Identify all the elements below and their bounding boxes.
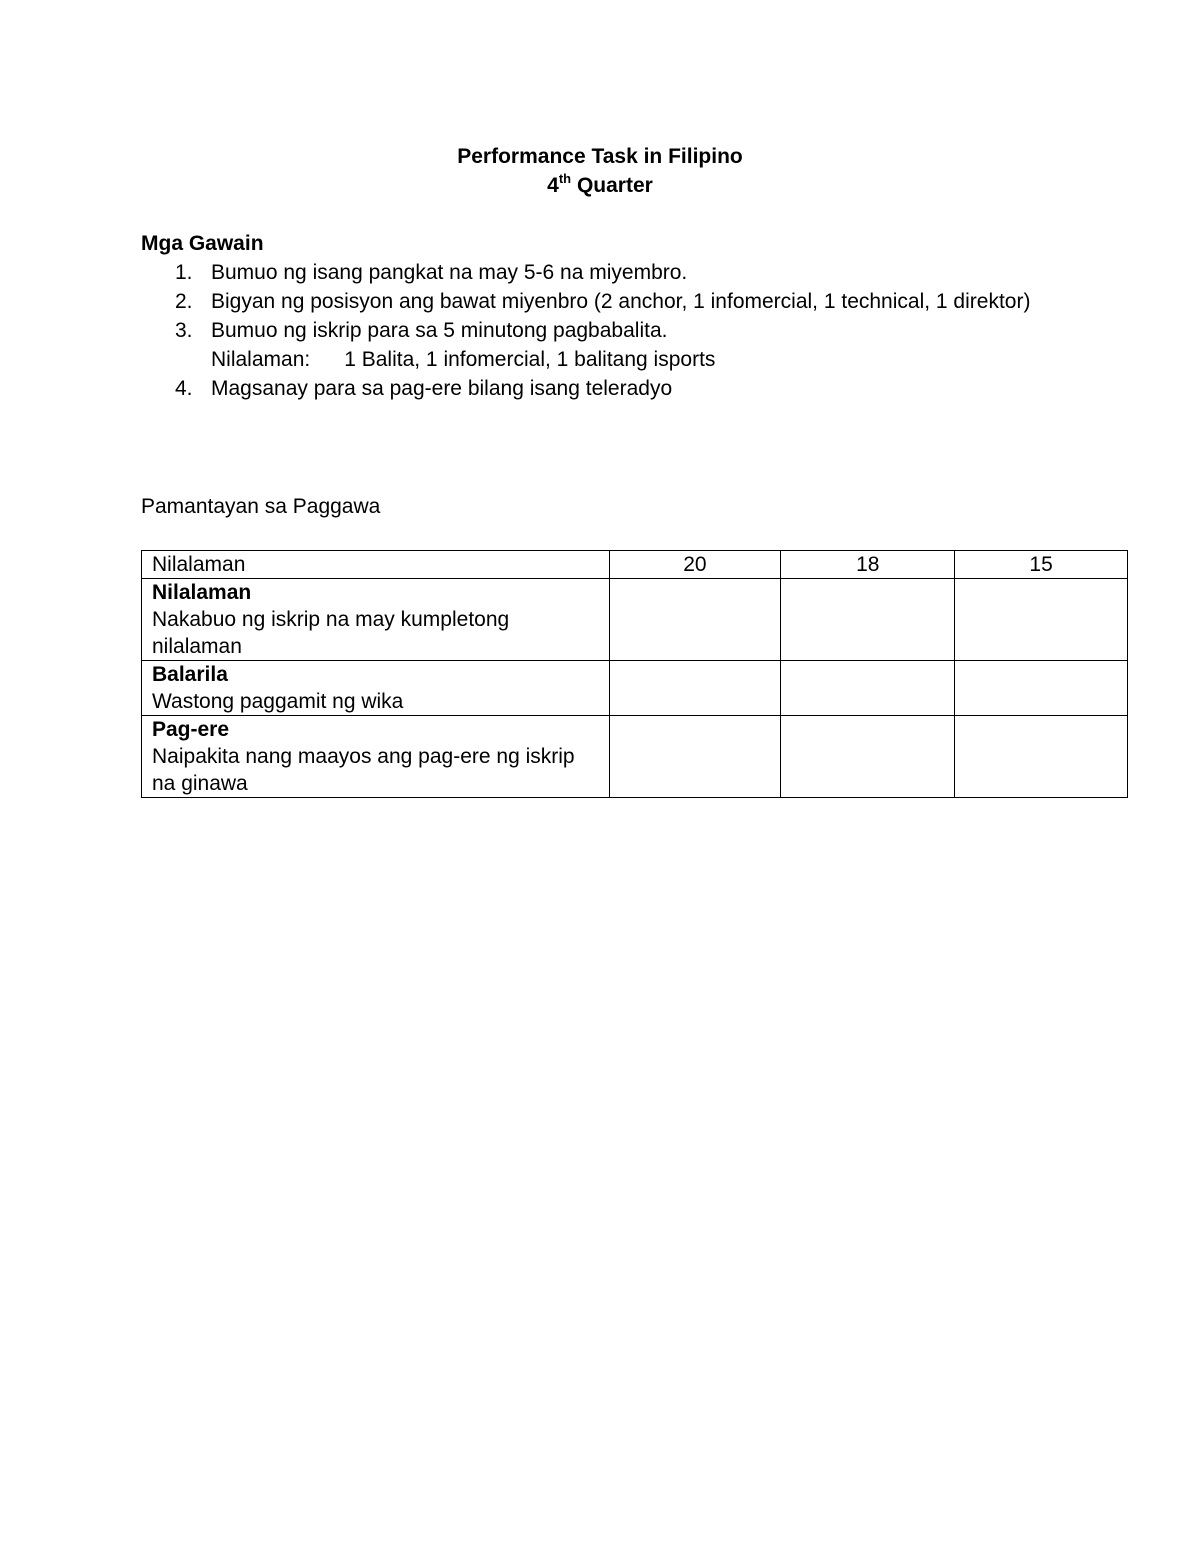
tasks-section	[141, 229, 1101, 403]
task-number: 1.	[175, 261, 193, 284]
rubric-criterion-cell	[142, 579, 610, 661]
rubric-header-score: 18	[781, 551, 955, 579]
criterion-description: Nakabuo ng iskrip na may kumpletong nilalaman	[152, 608, 510, 658]
task-number: 3.	[175, 319, 193, 342]
task-text: Magsanay para sa pag-ere bilang isang teleradyo	[211, 377, 673, 400]
criterion-description: Wastong paggamit ng wika	[152, 690, 404, 713]
rubric-header-score: 20	[609, 551, 781, 579]
task-item	[141, 374, 1101, 403]
score-cell	[609, 661, 781, 716]
criterion-description: Naipakita nang maayos ang pag-ere ng iskrip na ginawa	[152, 745, 575, 795]
task-number: 4.	[175, 377, 193, 400]
rubric-row	[142, 716, 1128, 798]
score-cell	[955, 579, 1128, 661]
task-text: Bumuo ng isang pangkat na may 5-6 na miyembro.	[211, 261, 688, 284]
task-item	[141, 258, 1101, 287]
score-cell	[781, 579, 955, 661]
task-number: 2.	[175, 290, 193, 313]
task-list	[141, 258, 1101, 403]
score-cell	[609, 716, 781, 798]
document-title: Performance Task in Filipino	[457, 145, 743, 168]
rubric-row	[142, 579, 1128, 661]
quarter-line	[0, 171, 1200, 200]
task-note	[211, 345, 1101, 374]
score-cell	[781, 661, 955, 716]
task-item	[141, 287, 1101, 316]
criterion-name: Pag-ere	[152, 718, 230, 741]
task-text: Bumuo ng iskrip para sa 5 minutong pagbabalita.	[211, 319, 668, 342]
rubric-header-row	[142, 551, 1128, 579]
rubric-row	[142, 661, 1128, 716]
rubric-criterion-cell	[142, 661, 610, 716]
tasks-heading: Mga Gawain	[141, 232, 264, 255]
score-cell	[955, 661, 1128, 716]
rubric-table	[141, 550, 1128, 798]
quarter-number: 4	[547, 174, 559, 197]
task-text: Bigyan ng posisyon ang bawat miyenbro (2 anchor, 1 infomercial, 1 technical, 1 direktor)	[211, 290, 1031, 313]
task-item	[141, 316, 1101, 374]
task-note-text: 1 Balita, 1 infomercial, 1 balitang isports	[344, 348, 716, 371]
rubric-header-score: 15	[955, 551, 1128, 579]
score-cell	[955, 716, 1128, 798]
score-cell	[609, 579, 781, 661]
quarter-ordinal: th	[558, 171, 572, 186]
title-block	[0, 142, 1200, 200]
rubric-criterion-cell	[142, 716, 610, 798]
rubric-header-criteria: Nilalaman	[142, 551, 610, 579]
score-cell	[781, 716, 955, 798]
quarter-label: Quarter	[576, 174, 653, 197]
criterion-name: Balarila	[152, 663, 228, 686]
criterion-name: Nilalaman	[152, 581, 252, 604]
criteria-label: Pamantayan sa Paggawa	[141, 495, 381, 518]
task-note-label: Nilalaman:	[211, 348, 311, 371]
